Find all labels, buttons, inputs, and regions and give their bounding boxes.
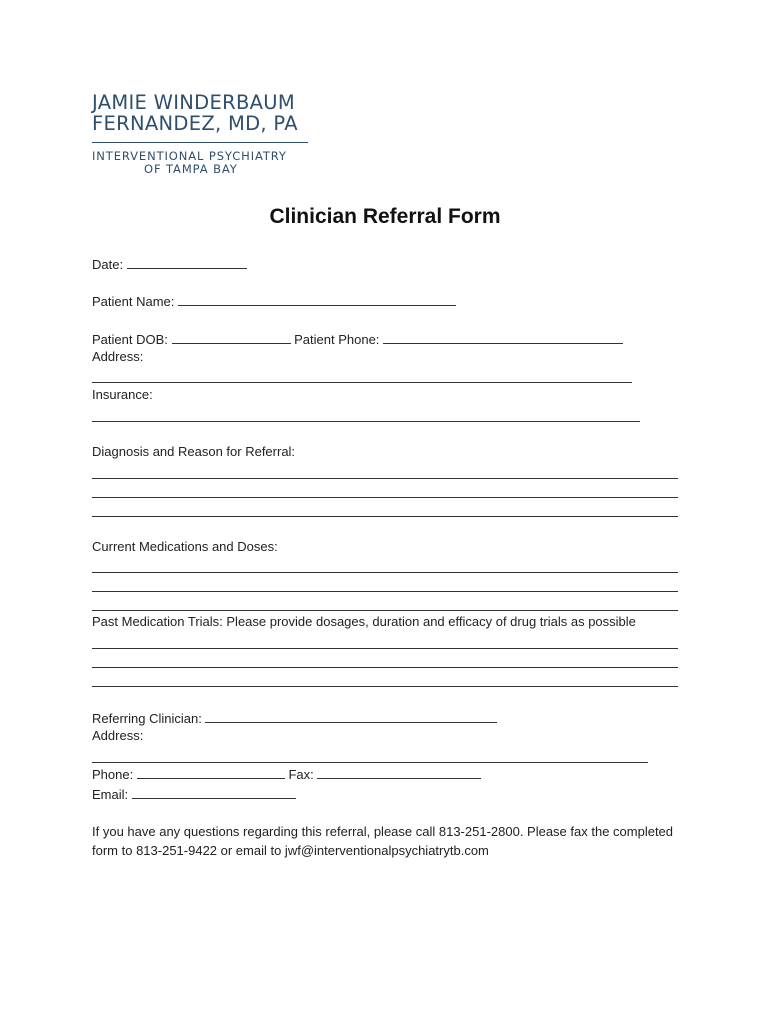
diagnosis-field-line-1[interactable] <box>92 478 678 479</box>
clinician-address-field[interactable] <box>92 762 648 763</box>
fax-field[interactable] <box>317 766 481 779</box>
contact-instructions: If you have any questions regarding this referral, please call 813-251-2800. Please fax the completed form to 813-251-9422 or email to jwf@interventionalpsychiatrytb.com <box>92 824 674 858</box>
referring-clinician-label: Referring Clinician: <box>92 711 202 726</box>
patient-phone-field[interactable] <box>383 331 623 344</box>
past-trials-field-line-1[interactable] <box>92 648 678 649</box>
patient-dob-field[interactable] <box>172 331 291 344</box>
diagnosis-field-line-3[interactable] <box>92 516 678 517</box>
past-trials-label: Past Medication Trials: Please provide dosages, duration and efficacy of drug trials as possible <box>92 614 636 629</box>
patient-address-label: Address: <box>92 349 144 364</box>
logo-tagline-line-1: INTERVENTIONAL PSYCHIATRY <box>92 149 287 163</box>
medications-field-line-3[interactable] <box>92 610 678 611</box>
insurance-field[interactable] <box>92 421 640 422</box>
date-label: Date: <box>92 257 124 272</box>
form-title: Clinician Referral Form <box>269 205 501 228</box>
referring-clinician-row <box>92 710 497 727</box>
logo-name-line-2: FERNANDEZ, MD, PA <box>92 112 298 135</box>
logo-divider <box>92 142 308 143</box>
medications-label: Current Medications and Doses: <box>92 539 278 554</box>
medications-field-line-1[interactable] <box>92 572 678 573</box>
logo-name-line-1: JAMIE WINDERBAUM <box>92 91 295 114</box>
email-label: Email: <box>92 787 129 802</box>
diagnosis-label: Diagnosis and Reason for Referral: <box>92 444 296 459</box>
patient-dob-label: Patient DOB: <box>92 332 168 347</box>
fax-label: Fax: <box>288 767 314 782</box>
patient-phone-label: Patient Phone: <box>294 332 380 347</box>
patient-name-field[interactable] <box>178 293 456 306</box>
patient-dob-row <box>92 331 623 348</box>
date-field[interactable] <box>127 256 247 269</box>
patient-address-field[interactable] <box>92 382 632 383</box>
date-row <box>92 256 247 273</box>
clinician-address-label: Address: <box>92 728 144 743</box>
phone-fax-row <box>92 766 481 783</box>
phone-field[interactable] <box>137 766 285 779</box>
diagnosis-field-line-2[interactable] <box>92 497 678 498</box>
medications-field-line-2[interactable] <box>92 591 678 592</box>
past-trials-field-line-3[interactable] <box>92 686 678 687</box>
phone-label: Phone: <box>92 767 134 782</box>
email-field[interactable] <box>132 786 296 799</box>
practice-logo <box>92 92 312 176</box>
patient-name-label: Patient Name: <box>92 294 175 309</box>
referring-clinician-field[interactable] <box>205 710 497 723</box>
logo-tagline-line-2: OF TAMPA BAY <box>144 162 238 176</box>
insurance-label: Insurance: <box>92 387 153 402</box>
past-trials-field-line-2[interactable] <box>92 667 678 668</box>
email-row <box>92 786 296 803</box>
patient-name-row <box>92 293 456 310</box>
